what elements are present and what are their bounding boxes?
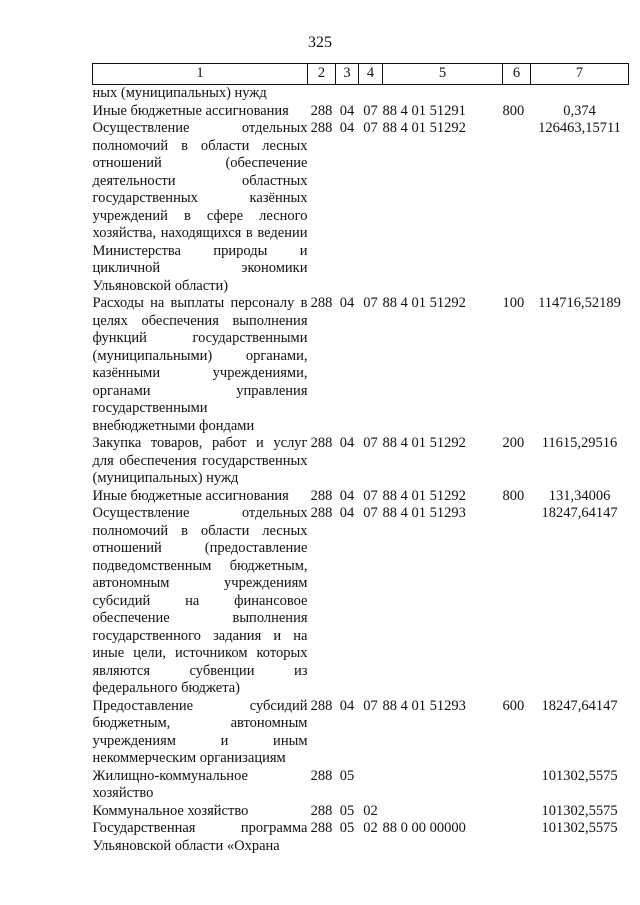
cell-section: 04 (339, 120, 355, 136)
cell-expense-type: 200 (502, 435, 525, 451)
cell-target-article: 88 4 01 51291 (382, 102, 466, 119)
cell-subsection (359, 85, 383, 103)
cell-amount: 18247,64147 (541, 697, 618, 714)
table-row (93, 103, 629, 121)
cell-admin: 288 (310, 820, 333, 836)
cell-expense-type (503, 120, 531, 295)
cell-amount: 11615,29516 (541, 435, 618, 451)
column-header: 3 (336, 64, 359, 85)
cell-amount: 114716,52189 (538, 295, 621, 311)
budget-table (92, 63, 629, 855)
cell-subsection: 07 (363, 505, 378, 521)
row-name: Жилищно-коммунальное хозяйство (92, 767, 248, 801)
table-row (93, 698, 629, 768)
row-name: Осуществление отдельных полномочий в области лесных отношений (предоставление подведомственным бюджетным, автономным учреждениям субсидий на финансовое обеспечение выполнения государственного задания и на иные цели, источником которых являются субвенции из федерального бюджета) (92, 505, 308, 696)
cell-expense-type: 800 (502, 487, 525, 504)
cell-expense-type: 800 (502, 102, 525, 119)
table-row (93, 820, 629, 855)
table-row (93, 488, 629, 506)
cell-subsection: 07 (363, 435, 378, 451)
row-name: Коммунальное хозяйство (92, 802, 249, 819)
cell-admin (308, 85, 336, 103)
cell-section: 04 (339, 435, 355, 451)
row-name: Государственная программа Ульяновской области «Охрана (92, 820, 308, 854)
cell-expense-type (503, 85, 531, 103)
table-header-row (93, 64, 629, 85)
cell-section: 05 (339, 767, 355, 784)
cell-amount: 131,34006 (548, 487, 611, 504)
cell-admin: 288 (310, 802, 333, 819)
table-row (93, 85, 629, 103)
table-row (93, 120, 629, 295)
cell-amount (531, 85, 629, 103)
cell-admin: 288 (310, 102, 333, 119)
cell-amount: 18247,64147 (541, 505, 618, 521)
cell-expense-type (503, 803, 531, 821)
cell-expense-type (503, 768, 531, 803)
row-name: Закупка товаров, работ и услуг для обеспечения государственных (муниципальных) нужд (92, 435, 308, 486)
cell-subsection: 07 (363, 102, 378, 119)
table-row (93, 435, 629, 488)
cell-subsection: 07 (363, 487, 378, 504)
row-name: Предоставление субсидий бюджетным, автономным учреждениям и иным некоммерческим организациям (92, 697, 308, 766)
cell-section: 05 (339, 820, 355, 836)
table-row (93, 768, 629, 803)
cell-amount: 101302,5575 (541, 820, 618, 836)
cell-admin: 288 (310, 295, 333, 311)
row-name: Иные бюджетные ассигнования (92, 487, 289, 504)
cell-target-article: 88 4 01 51293 (382, 505, 466, 521)
cell-admin: 288 (310, 120, 333, 136)
cell-amount: 101302,5575 (541, 767, 618, 784)
cell-target-article: 88 0 00 00000 (382, 820, 466, 836)
row-name: Расходы на выплаты персоналу в целях обеспечения выполнения функций государственными (муниципальными) органами, казёнными учреждениями, органами управления государственными внебюджетными фондами (92, 295, 308, 434)
cell-target-article: 88 4 01 51292 (382, 435, 466, 451)
cell-section (336, 85, 359, 103)
row-name: Иные бюджетные ассигнования (92, 102, 289, 119)
table-row (93, 295, 629, 435)
table-row (93, 505, 629, 698)
cell-subsection: 07 (363, 697, 378, 714)
cell-subsection: 02 (363, 820, 378, 836)
cell-section: 04 (339, 505, 355, 521)
cell-subsection: 07 (363, 295, 378, 311)
cell-section: 05 (339, 802, 355, 819)
table-row (93, 803, 629, 821)
cell-section: 04 (339, 697, 355, 714)
cell-admin: 288 (310, 435, 333, 451)
column-header: 5 (383, 64, 503, 85)
row-name: Осуществление отдельных полномочий в области лесных отношений (обеспечение деятельности областных государственных казённых учреждений в сфере лесного хозяйства, находящихся в ведении Министерства природы и цикличной экономики Ульяновской области) (92, 120, 308, 294)
row-name: ных (муниципальных) нужд (92, 85, 267, 101)
cell-admin: 288 (310, 487, 333, 504)
column-header: 6 (503, 64, 531, 85)
cell-section: 04 (339, 102, 355, 119)
column-header: 2 (308, 64, 336, 85)
column-header: 7 (531, 64, 629, 85)
cell-expense-type (503, 820, 531, 855)
cell-section: 04 (339, 487, 355, 504)
cell-expense-type (503, 505, 531, 698)
cell-section: 04 (339, 295, 355, 311)
cell-amount: 101302,5575 (541, 802, 618, 819)
cell-expense-type: 100 (502, 295, 525, 311)
column-header: 4 (359, 64, 383, 85)
cell-expense-type: 600 (502, 697, 525, 714)
cell-subsection: 07 (363, 120, 378, 136)
column-header: 1 (93, 64, 308, 85)
cell-target-article (383, 768, 503, 803)
cell-amount: 126463,15711 (538, 120, 621, 136)
cell-admin: 288 (310, 767, 333, 784)
cell-target-article: 88 4 01 51292 (382, 295, 466, 311)
cell-admin: 288 (310, 505, 333, 521)
cell-amount: 0,374 (563, 102, 596, 119)
cell-admin: 288 (310, 697, 333, 714)
cell-subsection: 02 (363, 802, 378, 819)
cell-target-article: 88 4 01 51293 (382, 697, 466, 714)
cell-target-article: 88 4 01 51292 (382, 120, 466, 136)
cell-target-article (383, 85, 503, 103)
page-number: 325 (308, 34, 332, 51)
cell-target-article: 88 4 01 51292 (382, 487, 466, 504)
cell-subsection (359, 768, 383, 803)
cell-target-article (383, 803, 503, 821)
